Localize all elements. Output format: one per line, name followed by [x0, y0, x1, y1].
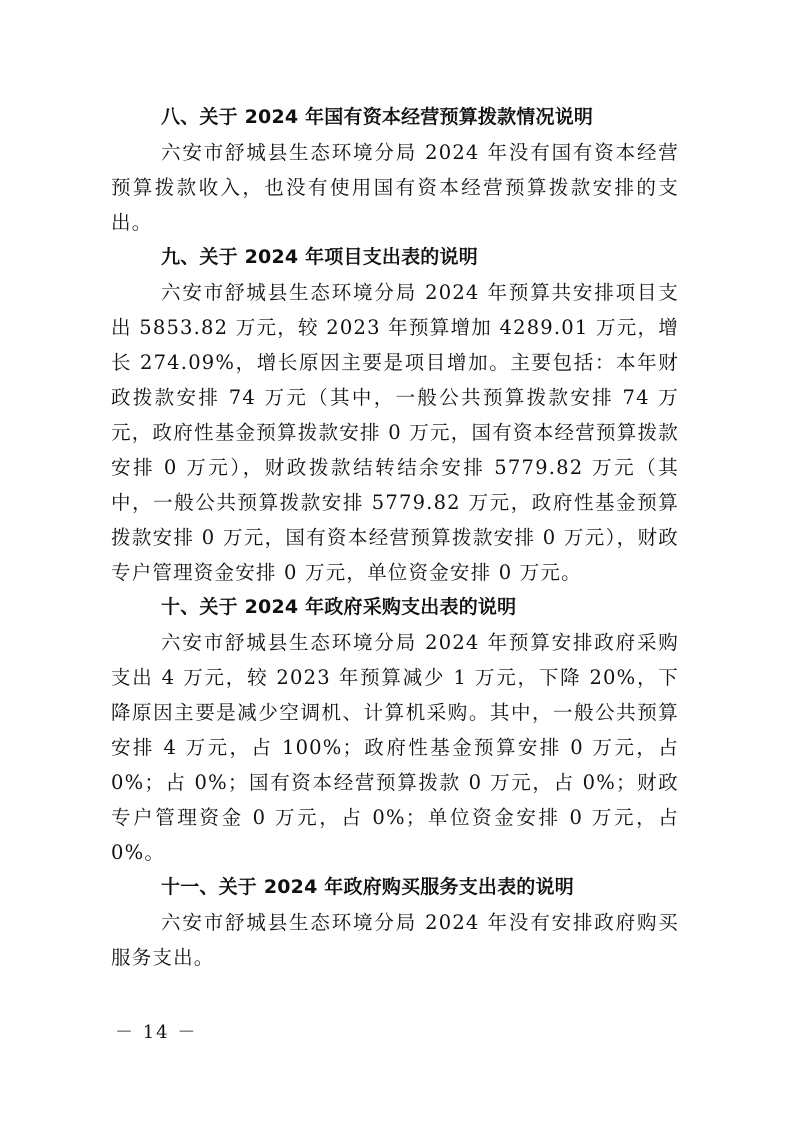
section-heading: 十、关于 2024 年政府采购支出表的说明 [161, 596, 517, 618]
section-body: 六安市舒城县生态环境分局 2024 年预算共安排项目支出 5853.82 万元，较 2023 年预算增加 4289.01 万元，增长 274.09%，增长原因主要是项目增加。主要包括：本年财政拨款安排 74 万元（其中，一般公共预算拨款安排 74 万元，政府性基金预算拨款安排 0 万元，国有资本经营预算拨款安排 0 万元），财政拨款结转结余安排 5779.82 万元（其中，一般公共预算拨款安排 5779.82 万元，政府性基金预算拨款安排 0 万元，国有资本经营预算拨款安排 0 万元），财政专户管理资金安排 0 万元，单位资金安排 0 万元。 [111, 281, 679, 584]
section-body: 六安市舒城县生态环境分局 2024 年没有国有资本经营预算拨款收入，也没有使用国有资本经营预算拨款安排的支出。 [111, 141, 679, 234]
section-heading: 十一、关于 2024 年政府购买服务支出表的说明 [161, 876, 574, 898]
document-page [111, 100, 679, 975]
section-body: 六安市舒城县生态环境分局 2024 年没有安排政府购买服务支出。 [111, 911, 679, 969]
section-body: 六安市舒城县生态环境分局 2024 年预算安排政府采购支出 4 万元，较 2023 年预算减少 1 万元，下降 20%，下降原因主要是减少空调机、计算机采购。其中，一般公共预算安排 4 万元，占 100%；政府性基金预算安排 0 万元，占 0%；占 0%；国有资本经营预算拨款 0 万元，占 0%；财政专户管理资金 0 万元，占 0%；单位资金安排 0 万元，占 0%。 [111, 631, 679, 864]
section-8 [111, 100, 679, 240]
section-11 [111, 870, 679, 975]
section-10 [111, 590, 679, 870]
section-heading: 八、关于 2024 年国有资本经营预算拨款情况说明 [161, 106, 594, 128]
page-number: － 14 － [115, 1022, 198, 1043]
section-9 [111, 240, 679, 590]
section-heading: 九、关于 2024 年项目支出表的说明 [161, 246, 478, 268]
